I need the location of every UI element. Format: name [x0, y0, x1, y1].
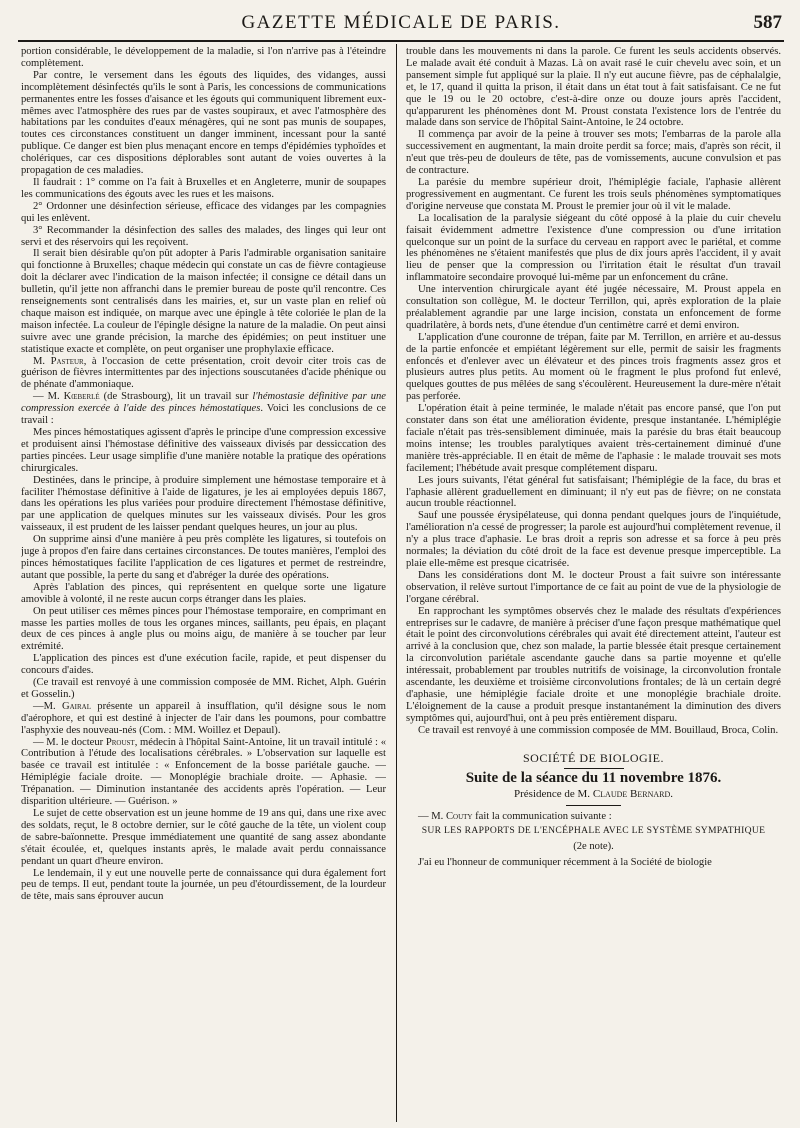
lead-text: — M. — [418, 811, 446, 823]
lead-text: —M. — [33, 700, 62, 712]
paper-title: SUR LES RAPPORTS DE L'ENCÉPHALE AVEC LE SYSTÈME SYMPATHIQUE — [421, 825, 766, 837]
speaker-name: Proust — [105, 736, 135, 748]
paragraph: La localisation de la paralysie siégeant du côté opposé à la plaie du cuir chevelu faisait évidemment admettre l'existence d'une compression ou d'une irritation quelconque sur un point de la surface du cerveau en rapport avec le pariétal, et comme les phénomènes ne s'étaient manifestés que plus de dix jours après l'accident, il y avait lieu de penser que la compression ou l'irritation était le résultat d'un travail inflammatoire secondaire provoqué lui-même par un enfoncement du crâne. — [406, 212, 781, 284]
lead-text: — M. — [33, 391, 64, 403]
paragraph: On peut utiliser ces mêmes pinces pour l'hémostase temporaire, en comprimant en masse les parties molles de tous les organes minces, saillants, peu épais, en plaçant deux de ces pinces à angle plus ou moins aigu, de manière à se toucher par leur extrémité. — [21, 605, 386, 653]
presidency-end: . — [670, 788, 673, 801]
paragraph-text: , à l'occasion de cette présentation, croit devoir citer trois cas de guérison de fièvres intermittentes par des injections souscutanées d'acide phénique ou de phénate d'ammoniaque. — [21, 355, 386, 391]
paragraph: Mes pinces hémostatiques agissent d'après le principe d'une compression excessive et produisent ainsi l'hémostase définitive des vaisseaux divisés par dessiccation des parties pincées. Leur usage simplifie d'une manière notable la pratique des opérations chirurgicales. — [21, 427, 386, 474]
journal-title: GAZETTE MÉDICALE DE PARIS. — [241, 12, 561, 33]
paragraph: trouble dans les mouvements ni dans la parole. Ce furent les seuls accidents observés. Le malade avait été conduit à Mazas. Là on avait rasé le cuir chevelu avec soin, et un pansement simple fut appliqué sur la plaie. Il n'y eut aucune fièvre, pas de céphalalgie, et, le 17, quand il quitta la prison, il était dans un état tout à fait satisfaisant. Ce ne fut que le 19 ou le 20 octobre, c'est-à-dire onze ou douze jours après l'accident, qu'apparurent les phénomènes dont M. Proust constata l'existence lors de l'entrée du malade dans son service de l'hôpital Saint-Antoine, le 24 octobre. — [406, 46, 781, 129]
paragraph: Sauf une poussée érysipélateuse, qui donna pendant quelques jours de l'inquiétude, l'amélioration n'a cessé de progresser; la parole est aujourd'hui complètement revenue, il n'y a plus trace d'aphasie. Le bras droit a repris son adresse et sa force à peu près normales; la déviation du côté droit de la face est devenue presque imperceptible. La plaie elle-même est presque cicatrisée. — [406, 510, 781, 569]
paragraph: L'opération était à peine terminée, le malade n'était pas encore pansé, que l'on put constater dans son état une amélioration évidente, presque instantanée. L'hémiplégie faciale n'était pas très-sensiblement diminuée, mais la parésie du bras était beaucoup moins intense; les troubles paralytiques avaient très-certainement diminué d'une manière très-appréciable. Il en était de même de l'aphasie : le malade trouvait ses mots facilement; l'hébétude avait presque complétement disparu. — [406, 403, 781, 474]
right-column — [406, 46, 781, 1124]
paragraph: Une intervention chirurgicale ayant été jugée nécessaire, M. Proust appela en consultation son collègue, M. le docteur Terrillon, qui, après exploration de la plaie préalablement agrandie par une large incision, constata un enfoncement de forme quadrilatère, à bords nets, d'une étendue d'un centimètre carré et demi environ. — [406, 284, 781, 331]
paragraph-text: présente un appareil à insufflation, qu'il désigne sous le nom d'aérophore, et qui est destiné à injecter de l'air dans les poumons, pour combattre l'asphyxie des nouveau-nés (Com. : MM. Woillez et Depaul). — [21, 700, 386, 736]
paragraph: En rapprochant les symptômes observés chez le malade des résultats d'expériences entreprises sur le cadavre, de manière à préciser d'une façon presque mathématique quel était le point des circonvolutions cérébrales qui avait été directement atteint, l'auteur est arrivé à la conclusion que, chez son malade, la partie blessée était presque certainement la circonvolution pariétale ascendante gauche dans sa partie moyenne et qu'elle intéressait, probablement par troubles nutritifs de voisinage, la circonvolution frontale ascendante, les deuxième et troisième circonvolutions frontales; de là un certain degré d'aphasie, une hémiplégie faciale droite et une monoplégie brachiale droite. L'éloignement de la cause a produit presque instantanément la diminution des divers symptômes qui, aujourd'hui, ont à peu près entièrement disparu. — [406, 605, 781, 724]
paragraph: Destinées, dans le principe, à produire simplement une hémostase temporaire et à faciliter l'hémostase définitive à l'aide de ligatures, je les ai employées depuis 1867, dans les opérations les plus variées pour produire directement l'hémostase définitive, par une application de quelques minutes sur les vaisseaux divisés. Pour les gros vaisseaux, il est prudent de les laisser pendant quelques heures, un jour au plus. — [21, 474, 386, 534]
paragraph: 2° Ordonner une désinfection sérieuse, efficace des vidanges par les compagnies qui les enlèvent. — [21, 200, 386, 224]
paragraph-text: , médecin à l'hôpital Saint-Antoine, lit un travail intitulé : « Contribution à l'étude des localisations cérébrales. » L'observation sur laquelle est basée ce travail est intitulée : « Enfoncement de la bosse pariétale gauche. — Hémiplégie faciale droite. — Monoplégie brachiale droite. — Aphasie. — Trépanation. — Diminution instantanée des accidents après l'opération. — Leur disparition ultérieure. — Guérison. » — [21, 736, 386, 808]
paragraph: La parésie du membre supérieur droit, l'hémiplégie faciale, l'aphasie allèrent progressivement en augmentant. Ce furent les trois seuls phénomènes symptomatiques d'origine nerveuse que constata M. Proust le premier jour où il vit le malade. — [406, 176, 781, 212]
paragraph: Il commença par avoir de la peine à trouver ses mots; l'embarras de la parole alla successivement en augmentant, la main droite perdit sa force; mais, d'après son récit, il n'eut que très-peu de douleurs de tête, pas de vomissements, aucune convulsion et pas de contracture. — [406, 129, 781, 177]
column-divider — [396, 44, 397, 1122]
president-name: Claude Bernard — [592, 788, 671, 801]
session-heading: Suite de la séance du 11 novembre 1876. — [465, 770, 722, 787]
paragraph: Le lendemain, il y eut une nouvelle perte de connaissance qui dura également fort peu de temps. Il eut, pendant toute la journée, un peu d'étourdissement, de la lourdeur de tête, mais sans éprouver aucun — [21, 867, 386, 903]
paragraph-koeberle — [21, 391, 386, 427]
speaker-name: Gairal — [61, 700, 92, 712]
paper-note: (2e note). — [573, 841, 614, 853]
paragraph: (Ce travail est renvoyé à une commission composée de MM. Richet, Alph. Guérin et Gosselin.) — [21, 677, 386, 700]
paragraph: On supprime ainsi d'une manière à peu près complète les ligatures, si toutefois on juge à propos d'en faire dans certaines circonstances. De toutes manières, l'emploi des pinces hémostatiques facilite l'application de ces ligatures et permet de restreindre, autant que possible, la perte du sang et d'abréger la durée des opérations. — [21, 534, 386, 581]
paragraph: Le sujet de cette observation est un jeune homme de 19 ans qui, dans une rixe avec des soldats, reçut, le 8 octobre dernier, sur le côté gauche de la tête, un violent coup de sabre-baïonnette. Presque immédiatement une quantité de sang assez abondante s'était écoulée, et, quelques instants après, le malade avait perdu connaissance pendant un quart d'heure environ. — [21, 808, 386, 867]
paragraph: portion considérable, le développement de la maladie, si l'on n'arrive pas à l'éteindre complètement. — [21, 46, 386, 69]
paragraph-gairal — [21, 701, 386, 737]
section-rule — [566, 805, 621, 806]
paragraph: J'ai eu l'honneur de communiquer récemment à la Société de biologie — [418, 857, 712, 868]
paragraph: Dans les considérations dont M. le docteur Proust a fait suivre son intéressante observation, il relève surtout l'importance de ce fait au point de vue de la physiologie de l'organe cérébral. — [406, 569, 781, 605]
paragraph-couty — [406, 811, 781, 823]
paragraph: Les jours suivants, l'état général fut satisfaisant; l'hémiplégie de la face, du bras et l'aphasie allèrent graduellement en diminuant; il n'y eut pas de fièvre; on ne constata aucun trouble réactionnel. — [406, 474, 781, 510]
speaker-name: Couty — [445, 811, 473, 823]
header-rule — [18, 40, 784, 42]
paragraph: Il serait bien désirable qu'on pût adopter à Paris l'admirable organisation sanitaire qui fonctionne à Bruxelles; chaque médecin qui constate un cas de fièvre contagieuse doit la déclarer avec l'indication de la maison infectée; il consigne ce détail dans un bulletin, qu'il jette non affranchi dans le premier bureau de poste qu'il rencontre. Ces renseignements sont centralisés dans les mairies, et, sur un vaste plan en relief où chaque maison est indiquée, on marque avec une épingle à tête coloriée le plan de la maison infectée. La couleur de l'épingle désigne la nature de la maladie. On peut ainsi suivre avec une grande précision, la marche des épidémies; on peut instituer une statistique exacte et complète, on peut organiser une prophylaxie efficace. — [21, 248, 386, 355]
paragraph: Par contre, le versement dans les égouts des liquides, des vidanges, aussi incomplètement désinfectés qu'ils le sont à Paris, les concessions de communications permanentes entre les fosses d'aisance et les égouts qui communiquent librement eux-mêmes avec l'atmosphère des rues par de vastes soupiraux, et avec l'atmosphère des habitations par les conduites d'eaux ménagères, qui ne sont pas munis de soupapes, toutes ces circonstances constituent un danger imminent, incessant pour la santé publique. Ce danger est bien plus menaçant encore en temps d'épidémies typhoïdes et cholériques, car ces dispositions déplorables sont autant de voies ouvertes à la propagation de ces maladies. — [21, 69, 386, 177]
presidency-label: Présidence de M. — [514, 788, 593, 801]
paragraph-text: . Voici les conclusions de ce travail : — [21, 403, 386, 427]
paragraph-pasteur — [21, 356, 386, 392]
society-title: SOCIÉTÉ DE BIOLOGIE. — [523, 750, 664, 765]
paragraph: Il faudrait : 1° comme on l'a fait à Bruxelles et en Angleterre, munir de soupapes les communications des égouts avec les rues et les maisons. — [21, 176, 386, 200]
paragraph-text: fait la communication suivante : — [472, 811, 612, 823]
page-number: 587 — [753, 12, 782, 33]
section-rule — [564, 768, 624, 769]
paragraph-proust — [21, 737, 386, 808]
page-header — [18, 6, 784, 36]
left-column — [21, 46, 386, 1124]
paragraph-text: (de Strasbourg), lit un travail sur — [99, 391, 253, 403]
speaker-name: M. Pasteur — [33, 355, 84, 367]
lead-text: — M. le docteur — [33, 736, 106, 748]
presidency-line — [406, 789, 781, 801]
paragraph: Ce travail est renvoyé à une commission composée de MM. Bouillaud, Broca, Colin. — [418, 724, 779, 736]
paragraph: L'application des pinces est d'une exécution facile, rapide, et peut dispenser du concours d'aides. — [21, 653, 386, 677]
paragraph: Après l'ablation des pinces, qui représentent en quelque sorte une ligature amovible à volonté, il ne reste aucun corps étranger dans les plaies. — [21, 581, 386, 605]
speaker-name: Kœberlé — [63, 391, 100, 403]
paragraph: L'application d'une couronne de trépan, faite par M. Terrillon, en arrière et au-dessus de la partie enfoncée et empiétant légèrement sur elle, permit de saisir les fragments enfoncés et d'enlever avec un élévateur et des pinces trois fragments assez gros et plusieurs autres plus petits. Au moment où le fragment le plus profond fut enlevé, quelques gouttes de pus mêlées de sang s'écoulèrent. Heureusement la dure-mère n'était pas perforée. — [406, 331, 781, 403]
paragraph: 3° Recommander la désinfection des salles des malades, des linges qui leur ont servi et des réservoirs qui les reçoivent. — [21, 224, 386, 248]
work-title: l'hémostasie définitive par une compression exercée à l'aide des pinces hémostatiques — [21, 391, 386, 415]
